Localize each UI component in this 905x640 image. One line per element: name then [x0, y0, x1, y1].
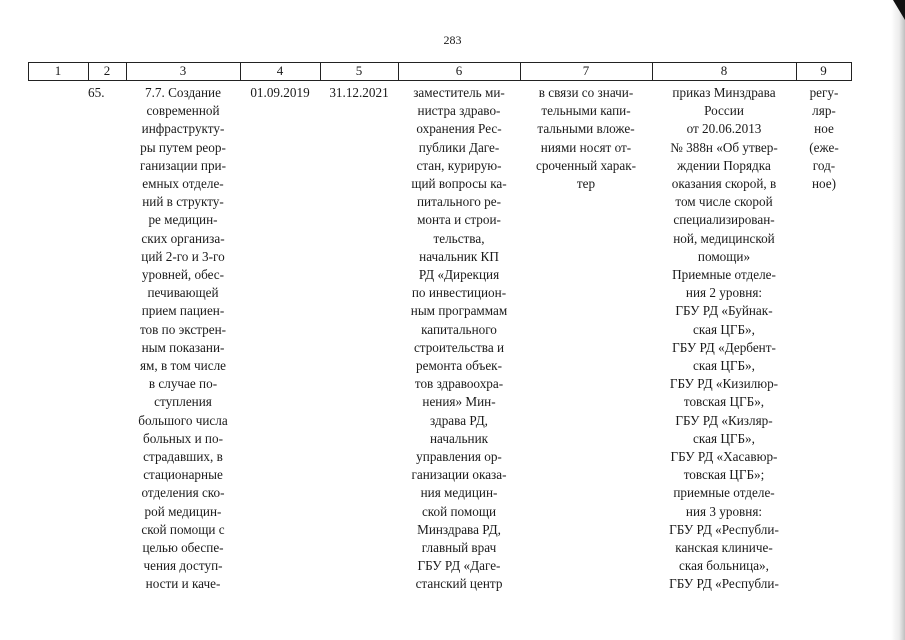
task-line: ям, в том числе	[139, 358, 227, 374]
responsible-line: ным программам	[410, 303, 508, 319]
periodicity-line: регу-	[809, 85, 839, 100]
column-header-6: 6	[455, 63, 463, 78]
responsible-line: тельства,	[433, 230, 485, 246]
task-line: прием пациен-	[141, 303, 225, 319]
periodicity-line: ное)	[811, 176, 837, 192]
basis-line: приемные отделе-	[673, 485, 775, 501]
periodicity-line: ляр-	[812, 103, 836, 119]
note-line: в связи со значи-	[538, 85, 634, 100]
note-line: тальными вложе-	[537, 121, 635, 137]
basis-line: Приемные отделе-	[672, 267, 776, 283]
start-date: 01.09.2019	[250, 85, 310, 100]
periodicity-line: ное	[814, 121, 834, 137]
task-line: 7.7. Создание	[145, 85, 221, 100]
row-number-cell	[88, 84, 124, 102]
responsible-line: станский центр	[415, 576, 503, 592]
note-line: сроченный харак-	[535, 157, 637, 173]
responsible-line: публики Даге-	[418, 139, 500, 155]
responsible-line: стан, курирую-	[416, 157, 502, 173]
end-date: 31.12.2021	[329, 85, 389, 100]
basis-line: ния 2 уровня:	[685, 285, 763, 301]
responsible-line: по инвестицион-	[411, 285, 507, 301]
task-line: печивающей	[147, 285, 219, 301]
basis-line: ждении Порядка	[677, 157, 771, 173]
basis-line: ская больница»,	[679, 558, 769, 574]
column-header-1: 1	[54, 63, 62, 78]
responsible-line: строительства и	[413, 339, 505, 355]
task-line: большого числа	[138, 412, 228, 428]
basis-line: товская ЦГБ»,	[683, 394, 765, 410]
basis-line: ская ЦГБ»,	[693, 358, 755, 374]
basis-line: ская ЦГБ»,	[693, 430, 755, 446]
column-header-9: 9	[820, 63, 827, 78]
task-line: ций 2-го и 3-го	[141, 248, 225, 264]
periodicity-cell	[798, 84, 850, 193]
responsible-line: начальник	[429, 430, 489, 446]
column-header-4: 4	[276, 63, 284, 78]
responsible-line: ской помощи	[421, 503, 497, 519]
basis-line: ния 3 уровня:	[685, 503, 763, 519]
column-header-5: 5	[355, 63, 363, 78]
basis-line: ГБУ РД «Дербент-	[672, 339, 776, 355]
responsible-line: нения» Мин-	[422, 394, 496, 410]
table-header-rule	[28, 80, 852, 81]
responsible-line: питального ре-	[416, 194, 502, 210]
task-line: тов по экстрен-	[139, 321, 227, 337]
task-line: чения доступ-	[143, 558, 223, 574]
responsible-line: ганизации оказа-	[411, 467, 507, 483]
task-line: больных и по-	[143, 430, 223, 446]
task-line: ских организа-	[141, 230, 225, 246]
basis-line: ГБУ РД «Республи-	[669, 521, 779, 537]
responsible-line: капитального	[421, 321, 497, 337]
basis-line: ГБУ РД «Республи-	[669, 576, 779, 592]
responsible-line: здрава РД,	[430, 412, 488, 428]
responsible-line: щий вопросы ка-	[411, 176, 507, 192]
note-line: тельными капи-	[541, 103, 631, 119]
basis-line: ГБУ РД «Кизляр-	[675, 412, 773, 428]
responsible-line: ния медицин-	[420, 485, 498, 501]
task-line: емных отделе-	[142, 176, 224, 192]
responsible-line: тов здравоохра-	[414, 376, 504, 392]
responsible-line: Минздрава РД,	[417, 521, 501, 537]
responsible-line: ремонта объек-	[416, 358, 502, 374]
scan-shadow	[891, 0, 905, 640]
responsible-cell	[398, 84, 520, 594]
task-line: ганизации при-	[139, 157, 226, 173]
basis-line: ГБУ РД «Кизилюр-	[669, 376, 779, 392]
responsible-line: начальник КП	[419, 248, 499, 264]
task-line: ным показани-	[141, 339, 225, 355]
column-divider	[851, 62, 852, 81]
basis-line: том числе скорой	[675, 194, 773, 210]
task-line: инфраструкту-	[141, 121, 225, 137]
basis-line: ГБУ РД «Буйнак-	[675, 303, 773, 319]
responsible-line: управления ор-	[416, 449, 502, 465]
end-date-cell	[320, 84, 398, 102]
basis-line: № 388н «Об утвер-	[670, 139, 778, 155]
responsible-line: РД «Дирекция	[418, 267, 500, 283]
task-line: ступления	[154, 394, 212, 410]
basis-line: помощи»	[697, 248, 751, 264]
task-line: ской помощи с	[141, 521, 225, 537]
basis-line: России	[704, 103, 744, 119]
row-number: 65.	[88, 85, 105, 100]
periodicity-line: (еже-	[809, 139, 839, 155]
periodicity-line: год-	[812, 157, 836, 173]
basis-line: ская ЦГБ»,	[693, 321, 755, 337]
task-line: современной	[146, 103, 220, 119]
column-header-8: 8	[720, 63, 728, 78]
task-cell	[126, 84, 240, 594]
task-line: в случае по-	[148, 376, 218, 392]
note-line: тер	[576, 176, 596, 192]
basis-line: товская ЦГБ»;	[683, 467, 765, 483]
task-line: уровней, обес-	[141, 267, 225, 283]
page-number: 283	[443, 33, 462, 47]
task-line: ности и каче-	[145, 576, 221, 592]
task-line: стационарные	[143, 467, 223, 483]
task-line: ний в структу-	[142, 194, 224, 210]
responsible-line: нистра здраво-	[417, 103, 501, 119]
basis-line: специализирован-	[673, 212, 775, 228]
task-line: целью обеспе-	[142, 540, 224, 556]
responsible-line: ГБУ РД «Даге-	[417, 558, 501, 574]
column-header-3: 3	[179, 63, 187, 78]
task-line: ры путем реор-	[140, 139, 226, 155]
basis-cell	[652, 84, 796, 594]
task-line: страдавших, в	[143, 449, 223, 465]
responsible-line: охранения Рес-	[416, 121, 502, 137]
basis-line: ГБУ РД «Хасавюр-	[670, 449, 778, 465]
basis-line: от 20.06.2013	[686, 121, 762, 137]
column-header-7: 7	[582, 63, 590, 78]
note-cell	[520, 84, 652, 193]
basis-line: канская клиниче-	[675, 540, 773, 556]
note-line: ниями носят от-	[540, 139, 632, 155]
basis-line: ной, медицинской	[673, 230, 775, 246]
responsible-line: монта и строи-	[417, 212, 501, 228]
basis-line: приказ Минздрава	[672, 85, 776, 100]
task-line: рой медицин-	[144, 503, 222, 519]
basis-line: оказания скорой, в	[671, 176, 777, 192]
column-header-2: 2	[103, 63, 111, 78]
start-date-cell	[240, 84, 320, 102]
responsible-line: заместитель ми-	[413, 85, 505, 100]
task-line: ре медицин-	[148, 212, 218, 228]
responsible-line: главный врач	[421, 540, 497, 556]
task-line: отделения ско-	[141, 485, 225, 501]
